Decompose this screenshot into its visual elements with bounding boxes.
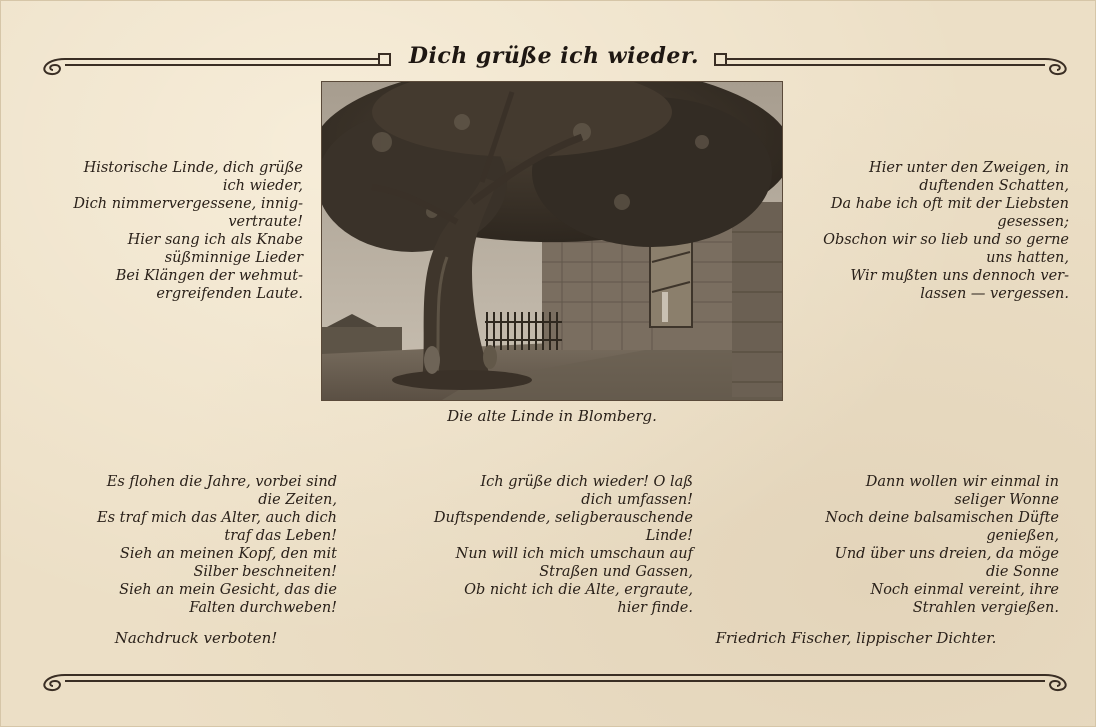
stanza-top-left [45,159,303,303]
verse-line: Noch einmal vereint, ihre [870,582,1059,598]
verse-line: Historische Linde, dich grüße [83,160,303,176]
verse-line: Sieh an meinen Kopf, den mit [119,546,337,562]
verse-line: traf das Leben! [224,528,337,544]
verse-line: Sieh an mein Gesicht, das die [119,582,337,598]
verse-line: Linde! [645,528,693,544]
photo-illustration [322,82,782,400]
verse-line: gesessen; [997,214,1069,230]
verse-line: vertraute! [228,214,303,230]
verse-line: ergreifenden Laute. [156,286,303,302]
verse-line: duftenden Schatten, [919,178,1069,194]
verse-line: Ob nicht ich die Alte, ergraute, [464,582,693,598]
verse-line: Straßen und Gassen, [539,564,693,580]
photo-caption: Die alte Linde in Blomberg. [447,407,657,425]
verse-line: Da habe ich oft mit der Liebsten [830,196,1069,212]
verse-line: hier finde. [617,600,693,616]
stanza-bottom-left [45,473,337,617]
verse-line: Falten durchweben! [189,600,337,616]
verse-line: dich umfassen! [581,492,693,508]
verse-line: Es flohen die Jahre, vorbei sind [106,474,337,490]
verse-line: die Sonne [985,564,1059,580]
verse-line: Duftspendende, seligberauschende [433,510,693,526]
verse-line: Nun will ich mich umschaun auf [455,546,693,562]
verse-line: Es traf mich das Alter, auch dich [97,510,337,526]
page-title: Dich grüße ich wieder. [408,43,700,69]
verse-line: ich wieder, [222,178,303,194]
verse-line: Dich nimmervergessene, innig- [73,196,303,212]
linden-tree-photo [321,81,783,401]
verse-line: Bei Klängen der wehmut- [115,268,303,284]
reprint-notice: Nachdruck verboten! [114,629,278,647]
bottom-ornament-rule [35,663,1075,693]
stanza-top-right [793,159,1069,303]
verse-line: Hier sang ich als Knabe [127,232,303,248]
stanza-bottom-right [791,473,1059,617]
verse-line: Obschon wir so lieb und so gerne [823,232,1069,248]
verse-line: Ich grüße dich wieder! O laß [480,474,693,490]
verse-line: die Zeiten, [258,492,337,508]
stanza-bottom-center [417,473,693,617]
verse-line: Noch deine balsamischen Düfte [825,510,1059,526]
verse-line: Dann wollen wir einmal in [865,474,1059,490]
verse-line: Und über uns dreien, da möge [834,546,1059,562]
author-credit: Friedrich Fischer, lippischer Dichter. [715,629,997,647]
verse-line: Strahlen vergießen. [912,600,1059,616]
verse-line: Silber beschneiten! [193,564,337,580]
verse-line: Wir mußten uns dennoch ver- [850,268,1069,284]
verse-line: Hier unter den Zweigen, in [869,160,1069,176]
verse-line: süßminnige Lieder [164,250,303,266]
verse-line: seliger Wonne [954,492,1059,508]
verse-line: lassen — vergessen. [920,286,1069,302]
verse-line: uns hatten, [986,250,1069,266]
verse-line: genießen, [986,528,1059,544]
